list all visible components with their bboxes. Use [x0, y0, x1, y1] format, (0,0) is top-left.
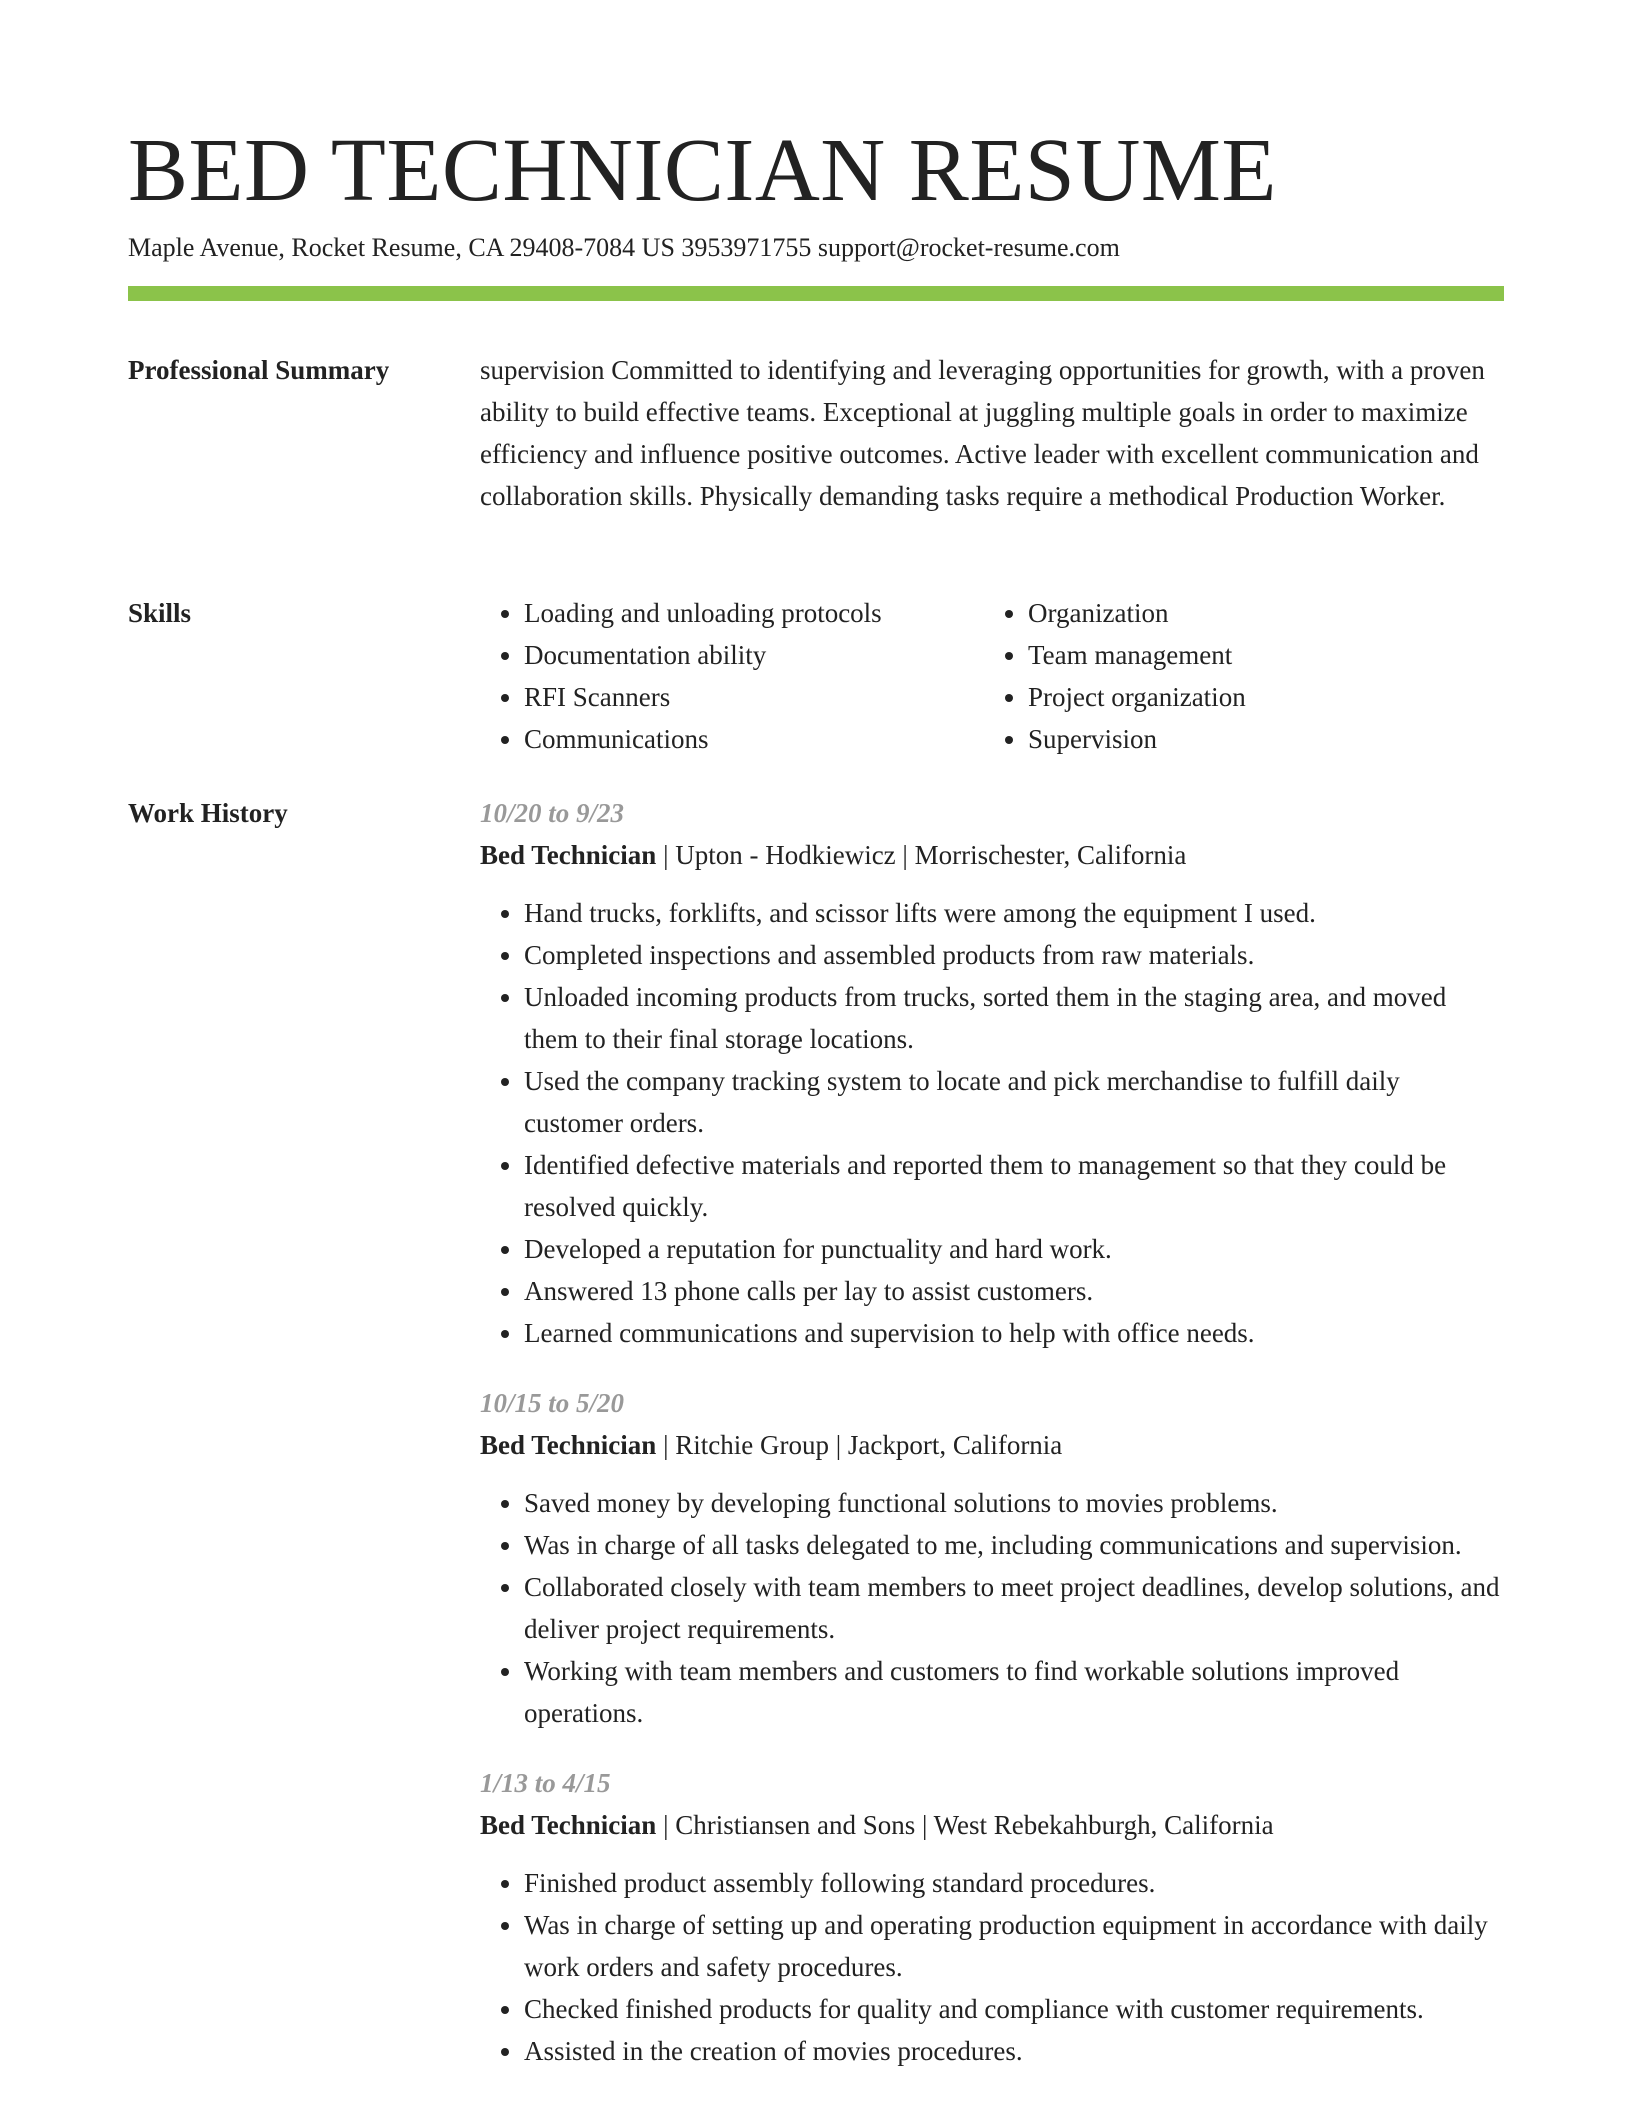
section-label-summary: Professional Summary: [128, 355, 390, 385]
job-bullet: • Developed a reputation for punctuality and hard work.: [524, 1228, 1504, 1270]
job-bullet: • Completed inspections and assembled products from raw materials.: [524, 934, 1504, 976]
job-bullet: • Identified defective materials and reported them to management so that they could be resolved quickly.: [524, 1144, 1504, 1228]
skill-item: • Communications: [524, 718, 984, 760]
job-location: West Rebekahburgh, California: [933, 1810, 1274, 1840]
job-dates: 10/15 to 5/20: [480, 1388, 625, 1418]
job-bullet: • Was in charge of all tasks delegated to me, including communications and supervision.: [524, 1524, 1504, 1566]
job-bullet: • Learned communications and supervision to help with office needs.: [524, 1312, 1504, 1354]
job-company: Ritchie Group: [675, 1430, 829, 1460]
job-entry: [480, 1382, 1504, 1734]
section-label-work: Work History: [128, 798, 288, 828]
section-label-skills: Skills: [128, 598, 192, 628]
job-location: Jackport, California: [847, 1430, 1063, 1460]
summary-text: supervision Committed to identifying and leveraging opportunities for growth, with a proven ability to build effective teams. Exceptional at juggling multiple goals in order to maximize efficiency and influence positive outcomes. Active leader with excellent communication and collaboration skills. Physically demanding tasks require a methodical Production Worker.: [480, 355, 1485, 511]
accent-divider: [128, 286, 1504, 301]
skill-item: • Project organization: [1028, 676, 1488, 718]
job-bullet: • Checked finished products for quality and compliance with customer requirements.: [524, 1988, 1504, 2030]
job-bullet: • Collaborated closely with team members to meet project deadlines, develop solutions, and deliver project requirements.: [524, 1566, 1504, 1650]
job-bullet: • Assisted in the creation of movies procedures.: [524, 2030, 1504, 2072]
job-entry: [480, 792, 1504, 1354]
skills-grid: [480, 592, 1504, 760]
contact-email: support@rocket-resume.com: [817, 233, 1120, 262]
contact-address: Maple Avenue, Rocket Resume, CA 29408-7084 US: [128, 233, 675, 262]
job-bullet: • Was in charge of setting up and operating production equipment in accordance with daily work orders and safety procedures.: [524, 1904, 1504, 1988]
job-bullet: • Working with team members and customers to find workable solutions improved operations.: [524, 1650, 1504, 1734]
job-bullet-list: [480, 892, 1504, 1354]
job-title: Bed Technician: [480, 1430, 657, 1460]
job-company: Christiansen and Sons: [675, 1810, 916, 1840]
work-history-body: [480, 792, 1504, 2100]
job-bullet: • Saved money by developing functional solutions to movies problems.: [524, 1482, 1504, 1524]
job-bullet: • Hand trucks, forklifts, and scissor lifts were among the equipment I used.: [524, 892, 1504, 934]
skills-list-left: [480, 592, 984, 760]
skills-list-right: [984, 592, 1488, 760]
job-title: Bed Technician: [480, 840, 657, 870]
job-bullet: • Answered 13 phone calls per lay to assist customers.: [524, 1270, 1504, 1312]
job-dates: 1/13 to 4/15: [480, 1768, 611, 1798]
skills-body: [480, 592, 1504, 760]
skill-item: • Loading and unloading protocols: [524, 592, 984, 634]
contact-phone: 3953971755: [681, 233, 812, 262]
job-bullet: • Finished product assembly following standard procedures.: [524, 1862, 1504, 1904]
resume-title: BED TECHNICIAN RESUME: [128, 121, 1277, 220]
job-bullet-list: [480, 1482, 1504, 1734]
contact-line: [128, 230, 1120, 266]
job-location: Morrischester, California: [914, 840, 1187, 870]
job-company: Upton - Hodkiewicz: [675, 840, 896, 870]
job-bullet: • Used the company tracking system to locate and pick merchandise to fulfill daily customer orders.: [524, 1060, 1504, 1144]
skill-item: • RFI Scanners: [524, 676, 984, 718]
job-bullet-list: [480, 1862, 1504, 2072]
job-entry: [480, 1762, 1504, 2072]
summary-body: [480, 349, 1504, 517]
job-heading: Bed Technician | Ritchie Group | Jackport, California: [480, 1430, 1063, 1460]
skill-item: • Team management: [1028, 634, 1488, 676]
skill-item: • Documentation ability: [524, 634, 984, 676]
job-dates: 10/20 to 9/23: [480, 798, 625, 828]
job-bullet: • Unloaded incoming products from trucks, sorted them in the staging area, and moved them to their final storage locations.: [524, 976, 1504, 1060]
skill-item: • Organization: [1028, 592, 1488, 634]
job-heading: Bed Technician | Christiansen and Sons | West Rebekahburgh, California: [480, 1810, 1274, 1840]
job-heading: Bed Technician | Upton - Hodkiewicz | Morrischester, California: [480, 840, 1187, 870]
skill-item: • Supervision: [1028, 718, 1488, 760]
job-title: Bed Technician: [480, 1810, 657, 1840]
